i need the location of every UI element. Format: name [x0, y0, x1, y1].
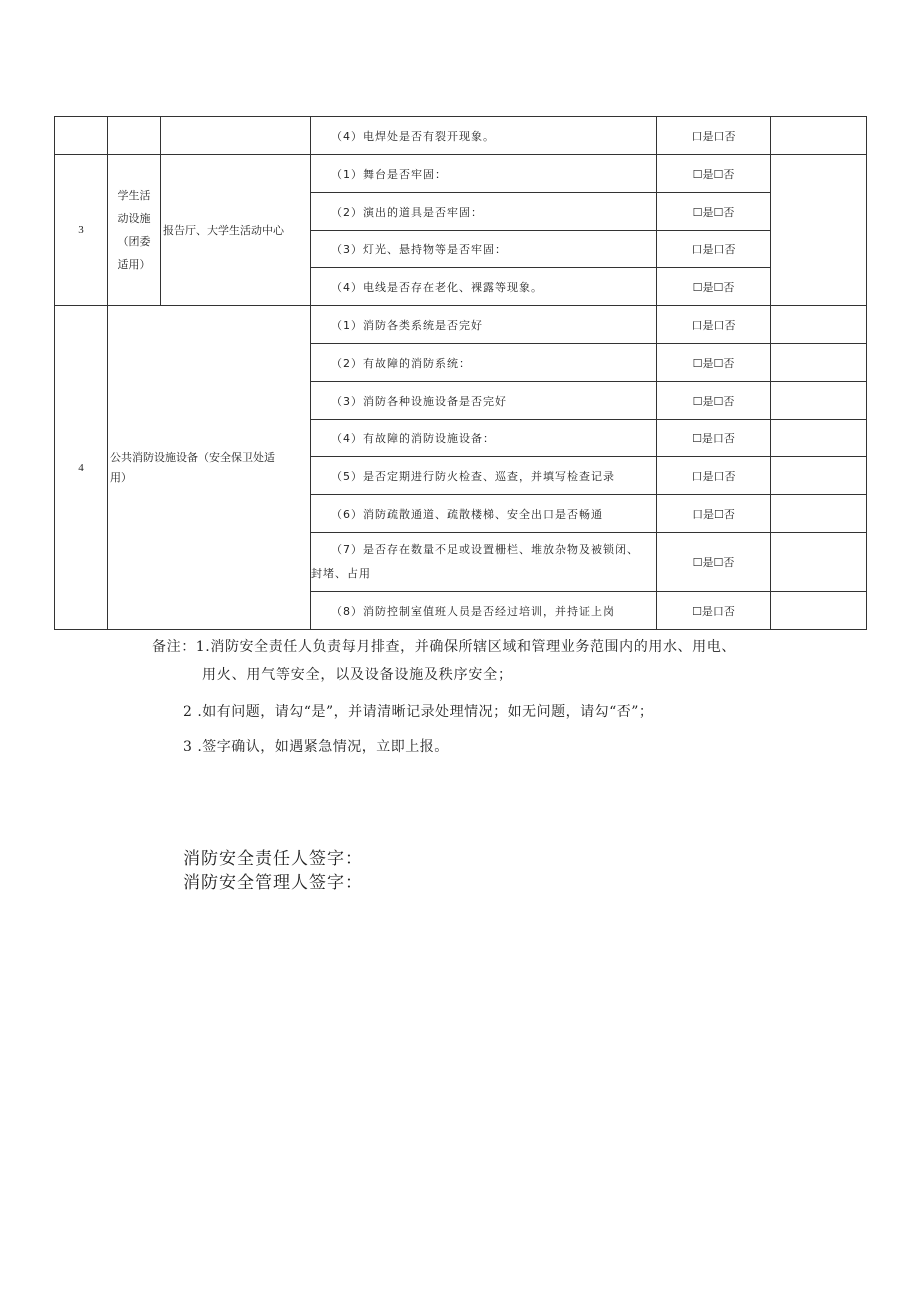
remark-cell[interactable] [771, 306, 867, 344]
remark-cell[interactable] [771, 592, 867, 630]
yes-no-checkbox[interactable]: ☐是☐否 [657, 382, 771, 420]
yes-no-checkbox[interactable]: 口是☐否 [657, 495, 771, 533]
table-row [55, 117, 867, 155]
note-line: 备注：1.消防安全责任人负责每月排查，并确保所辖区域和管理业务范围内的用水、用电、 [152, 639, 736, 655]
facility-line: 用） [110, 470, 132, 484]
manager-signature-label: 消防安全管理人签字： [183, 873, 363, 893]
item-cell: （6）消防疏散通道、疏散楼梯、安全出口是否畅通 [311, 495, 657, 533]
facility-cell [108, 117, 161, 155]
yes-no-checkbox[interactable]: 口是口否 [657, 306, 771, 344]
remark-cell[interactable] [771, 533, 867, 592]
item-cell: （4）电线是否存在老化、裸露等现象。 [311, 268, 657, 306]
table-row [55, 155, 867, 193]
note-line: 3 .签字确认，如遇紧急情况，立即上报。 [183, 739, 449, 755]
remark-cell[interactable] [771, 495, 867, 533]
yes-no-checkbox[interactable]: ☐是☐否 [657, 344, 771, 382]
facility-line: 动设施 [117, 212, 151, 225]
responsible-signature-label: 消防安全责任人签字： [183, 849, 363, 869]
remark-cell[interactable] [771, 457, 867, 495]
item-cell: （8）消防控制室值班人员是否经过培训，并持证上岗 [311, 592, 657, 630]
item-cell: （4）有故障的消防设施设备： [311, 420, 657, 457]
facility-line: 公共消防设施设备（安全保卫处适 [110, 450, 275, 464]
number-cell: 3 [55, 155, 108, 306]
yes-no-checkbox[interactable]: ☐是☐否 [657, 533, 771, 592]
remark-cell[interactable] [771, 382, 867, 420]
item-cell: （5）是否定期进行防火检查、巡查，并填写检查记录 [311, 457, 657, 495]
yes-no-checkbox[interactable]: ☐是☐否 [657, 155, 771, 193]
item-line: （7）是否存在数量不足或设置栅栏、堆放杂物及被锁闭、 [331, 543, 639, 556]
remark-cell[interactable] [771, 344, 867, 382]
inspection-table [54, 116, 867, 630]
item-cell: （4）电焊处是否有裂开现象。 [311, 117, 657, 155]
yes-no-checkbox[interactable]: 口是口否 [657, 457, 771, 495]
facility-line: （团委 [117, 235, 151, 248]
item-cell: （3）灯光、悬持物等是否牢固： [311, 231, 657, 268]
facility-cell [108, 306, 311, 630]
item-cell [311, 533, 657, 592]
yes-no-checkbox[interactable]: ☐是☐否 [657, 268, 771, 306]
number-cell: 4 [55, 306, 108, 630]
location-cell: 报告厅、大学生活动中心 [161, 155, 311, 306]
remark-cell[interactable] [771, 420, 867, 457]
item-cell: （3）消防各种设施设备是否完好 [311, 382, 657, 420]
yes-no-checkbox[interactable]: ☐是口否 [657, 420, 771, 457]
yes-no-checkbox[interactable]: ☐是口否 [657, 592, 771, 630]
facility-line: 学生活 [117, 189, 151, 202]
yes-no-checkbox[interactable]: 口是口否 [657, 231, 771, 268]
note-line: 2 .如有问题，请勾“是”，并请清晰记录处理情况；如无问题，请勾“否”； [183, 704, 654, 720]
table-row [55, 306, 867, 344]
yes-no-checkbox[interactable]: 口是口否 [657, 117, 771, 155]
facility-cell [108, 155, 161, 306]
item-cell: （1）消防各类系统是否完好 [311, 306, 657, 344]
item-cell: （1）舞台是否牢固： [311, 155, 657, 193]
yes-no-checkbox[interactable]: ☐是☐否 [657, 193, 771, 231]
note-line: 用火、用气等安全，以及设备设施及秩序安全； [202, 667, 513, 683]
item-cell: （2）演出的道具是否牢固： [311, 193, 657, 231]
item-line: 封堵、占用 [311, 567, 371, 580]
location-cell [161, 117, 311, 155]
item-cell: （2）有故障的消防系统： [311, 344, 657, 382]
facility-line: 适用） [117, 258, 151, 271]
remark-cell[interactable] [771, 155, 867, 306]
number-cell [55, 117, 108, 155]
remark-cell[interactable] [771, 117, 867, 155]
